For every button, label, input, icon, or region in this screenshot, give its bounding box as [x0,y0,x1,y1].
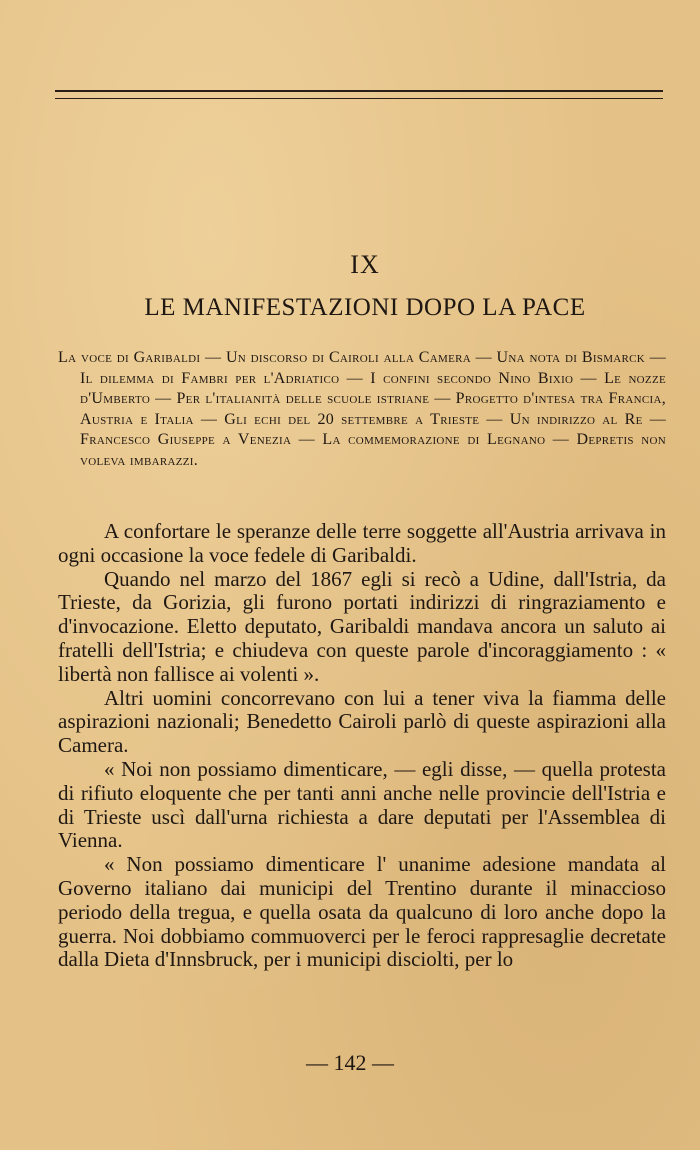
chapter-number: IX [350,250,380,279]
paragraph: « Non possiamo dimenticare l' unanime adesione mandata al Governo italiano dai municipi del Trentino durante il minaccioso periodo della tregua, e quella osata da qualcuno di loro anche dopo la guerra. Noi dobbiamo commuoverci per le feroci rappresaglie decretate dalla Dieta d'Innsbruck, per i municipi disciolti, per lo [58,852,666,972]
body-text [58,520,666,972]
paragraph: Quando nel marzo del 1867 egli si recò a Udine, dall'Istria, da Trieste, da Gorizia, gli furono portati indirizzi di ringraziamento e d'invocazione. Eletto deputato, Garibaldi mandava ancora un saluto ai fratelli dell'Istria; e chiudeva con queste parole d'incoraggiamento : « libertà non fallisce ai volenti ». [58,566,666,686]
paragraph: A confortare le speranze delle terre soggette all'Austria arrivava in ogni occasione la voce fedele di Garibaldi. [58,519,666,567]
chapter-title: LE MANIFESTAZIONI DOPO LA PACE [144,294,586,321]
page-number: — 142 — [306,1050,394,1075]
paragraph: Altri uomini concorrevano con lui a tener viva la fiamma delle aspirazioni nazionali; Benedetto Cairoli parlò di queste aspirazioni alla Camera. [58,685,666,758]
header-rule-bottom [55,98,663,99]
chapter-summary: La voce di Garibaldi — Un discorso di Cairoli alla Camera — Una nota di Bismarck — Il dilemma di Fambri per l'Adriatico — I confini secondo Nino Bixio — Le nozze d'Umberto — Per l'italianità delle scuole istriane — Progetto d'intesa tra Francia, Austria e Italia — Gli echi del 20 settembre a Trieste — Un indirizzo al Re — Francesco Giuseppe a Venezia — La commemorazione di Legnano — Depretis non voleva imbarazzi. [58,349,666,469]
paragraph: « Noi non possiamo dimenticare, — egli disse, — quella protesta di rifiuto eloquente che per tanti anni anche nelle provincie dell'Istria e di Trieste uscì dall'urna richiesta a dare deputati per l'Assemblea di Vienna. [58,756,666,853]
header-rule-top [55,90,663,92]
